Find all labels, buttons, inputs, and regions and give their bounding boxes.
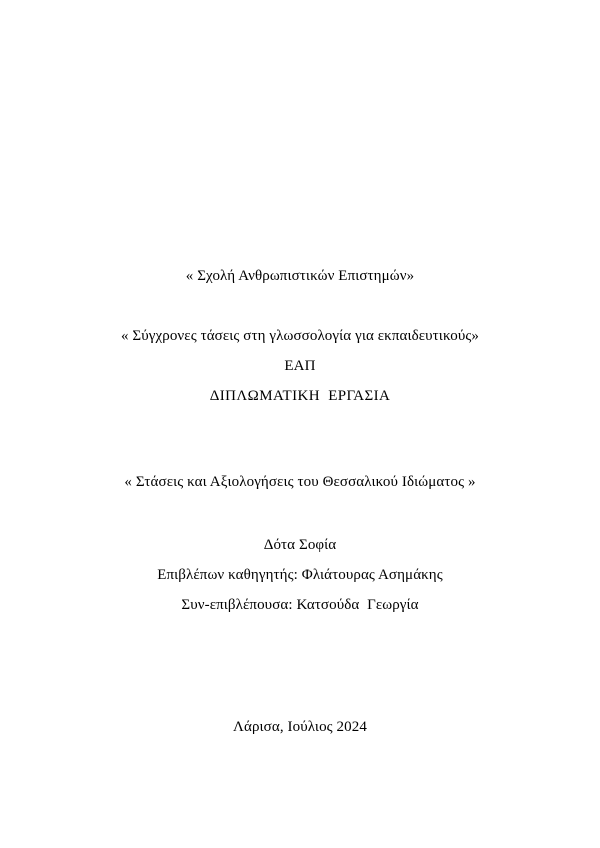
co-supervisor: Συν-επιβλέπουσα: Κατσούδα Γεωργία bbox=[181, 597, 419, 613]
author-name: Δότα Σοφία bbox=[263, 537, 337, 553]
place-date: Λάρισα, Ιούλιος 2024 bbox=[233, 719, 367, 735]
document-type: ΔΙΠΛΩΜΑΤΙΚΗ ΕΡΓΑΣΙΑ bbox=[209, 388, 391, 404]
school-name: « Σχολή Ανθρωπιστικών Επιστημών» bbox=[185, 268, 415, 284]
supervisor: Επιβλέπων καθηγητής: Φλιάτουρας Ασημάκης bbox=[157, 567, 443, 583]
program-name: « Σύγχρονες τάσεις στη γλωσσολογία για εκπαιδευτικούς» bbox=[120, 328, 480, 344]
university-name: ΕΑΠ bbox=[284, 358, 316, 374]
thesis-title: « Στάσεις και Αξιολογήσεις του Θεσσαλικού Ιδιώματος » bbox=[124, 474, 476, 490]
